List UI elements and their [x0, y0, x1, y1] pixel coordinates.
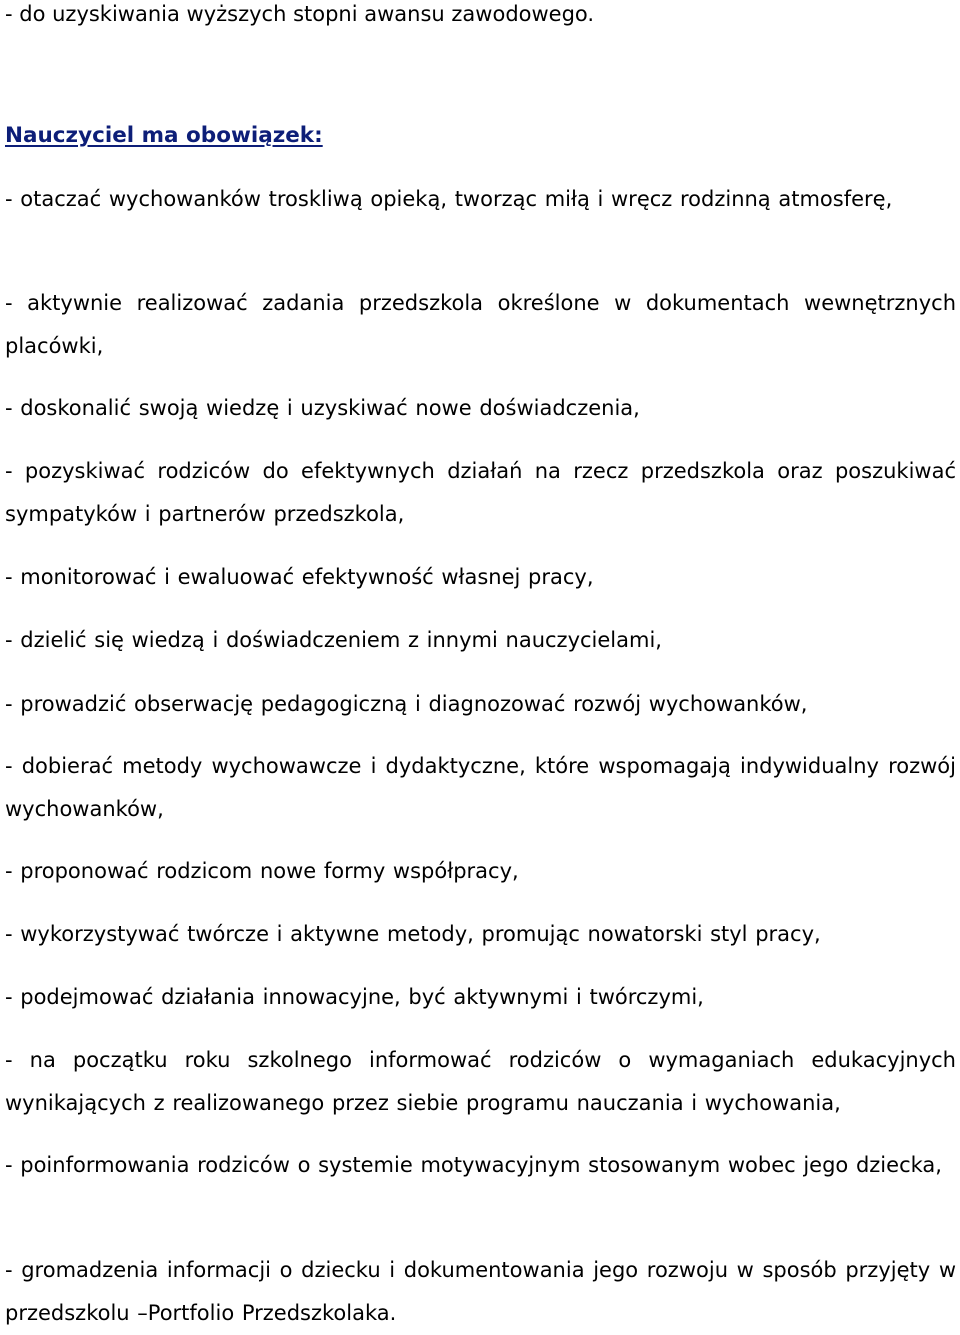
- duty-item-5: - monitorować i ewaluować efektywność własnej pracy,: [5, 565, 594, 589]
- duty-item-12: - na początku roku szkolnego informować rodziców o wymaganiach edukacyjnych wynikających z realizowanego przez siebie programu nauczania i wychowania,: [5, 1048, 956, 1115]
- duty-item-11: - podejmować działania innowacyjne, być aktywnymi i twórczymi,: [5, 985, 704, 1009]
- duty-item-13: - poinformowania rodziców o systemie motywacyjnym stosowanym wobec jego dziecka,: [5, 1153, 942, 1177]
- duty-item-2: - aktywnie realizować zadania przedszkola określone w dokumentach wewnętrznych placówki,: [5, 291, 956, 358]
- duty-item-7: - prowadzić obserwację pedagogiczną i diagnozować rozwój wychowanków,: [5, 692, 808, 716]
- duty-item-14: - gromadzenia informacji o dziecku i dokumentowania jego rozwoju w sposób przyjęty w przedszkolu –Portfolio Przedszkolaka.: [5, 1258, 956, 1325]
- duty-item-9: - proponować rodzicom nowe formy współpracy,: [5, 859, 519, 883]
- intro-line: - do uzyskiwania wyższych stopni awansu zawodowego.: [5, 2, 595, 26]
- duty-item-8: - dobierać metody wychowawcze i dydaktyczne, które wspomagają indywidualny rozwój wychowanków,: [5, 754, 956, 821]
- duty-item-6: - dzielić się wiedzą i doświadczeniem z innymi nauczycielami,: [5, 628, 662, 652]
- duty-item-1: - otaczać wychowanków troskliwą opieką, tworząc miłą i wręcz rodzinną atmosferę,: [5, 187, 893, 211]
- section-heading: Nauczyciel ma obowiązek:: [5, 123, 323, 148]
- duty-item-3: - doskonalić swoją wiedzę i uzyskiwać nowe doświadczenia,: [5, 396, 640, 420]
- duty-item-10: - wykorzystywać twórcze i aktywne metody, promując nowatorski styl pracy,: [5, 922, 821, 946]
- duty-item-4: - pozyskiwać rodziców do efektywnych działań na rzecz przedszkola oraz poszukiwać sympatyków i partnerów przedszkola,: [5, 459, 956, 526]
